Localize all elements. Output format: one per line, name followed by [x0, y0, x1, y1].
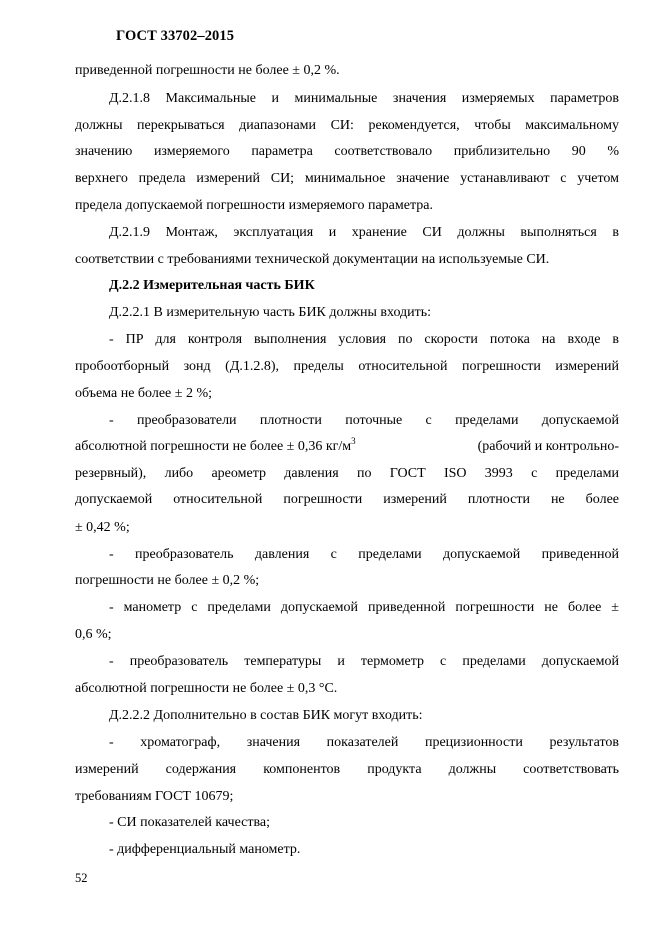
text-line [75, 466, 619, 482]
text-line [109, 332, 619, 348]
text-line-content: измерений содержания компонентов продукта должны соответствовать [75, 762, 619, 777]
text-line [75, 436, 619, 455]
text-line: предела допускаемой погрешности измеряемого параметра. [75, 198, 433, 213]
text-line [109, 600, 619, 616]
text-line-content: Д.2.1.9 Монтаж, эксплуатация и хранение СИ должны выполняться в [109, 225, 619, 240]
text-line-content: - хроматограф, значения показателей прецизионности результатов [109, 735, 619, 750]
text-line: соответствии с требованиями технической документации на используемые СИ. [75, 252, 550, 267]
text-line [75, 171, 619, 187]
text-line [75, 492, 619, 508]
text-line [109, 225, 619, 241]
text-line: 0,6 %; [75, 627, 112, 642]
text-line [109, 735, 619, 751]
text-line: погрешности не более ± 0,2 %; [75, 573, 260, 588]
text-line: абсолютной погрешности не более ± 0,3 °С. [75, 681, 338, 696]
text-line: Д.2.2.2 Дополнительно в состав БИК могут входить: [109, 708, 423, 723]
text-line-content: - преобразователи плотности поточные с пределами допускаемой [109, 413, 619, 428]
text-line [75, 359, 619, 375]
document-header-title: ГОСТ 33702–2015 [116, 28, 235, 44]
text-line [109, 654, 619, 670]
text-line-content: - манометр с пределами допускаемой приведенной погрешности не более ± [109, 600, 619, 615]
text-line-content: Д.2.1.8 Максимальные и минимальные значения измеряемых параметров [109, 91, 619, 106]
text-line-content: допускаемой относительной погрешности измерений плотности не более [75, 492, 619, 507]
text-line [75, 118, 619, 134]
text-line-content: верхнего предела измерений СИ; минимальное значение устанавливают с учетом [75, 171, 619, 186]
text-line [75, 762, 619, 778]
text-line-content: пробоотборный зонд (Д.1.2.8), пределы относительной погрешности измерений [75, 359, 619, 374]
text-line-content: резервный), либо ареометр давления по ГОСТ ISO 3993 с пределами [75, 466, 619, 481]
text-line [109, 547, 619, 563]
text-line: - дифференциальный манометр. [109, 842, 301, 857]
page-number: 52 [75, 871, 88, 885]
text-line-content: - преобразователь давления с пределами допускаемой приведенной [109, 547, 619, 562]
text-line: Д.2.2.1 В измерительную часть БИК должны входить: [109, 305, 432, 320]
text-line: объема не более ± 2 %; [75, 386, 212, 401]
text-line: ± 0,42 %; [75, 520, 130, 535]
text-line-content: значению измеряемого параметра соответствовало приблизительно 90 % [75, 144, 619, 159]
text-line: - СИ показателей качества; [109, 815, 271, 830]
section-heading: Д.2.2 Измерительная часть БИК [109, 278, 315, 293]
text-segment: абсолютной погрешности не более ± 0,36 кг/м [75, 439, 352, 454]
text-line [75, 144, 619, 160]
text-line [109, 413, 619, 429]
text-line: приведенной погрешности не более ± 0,2 %. [75, 63, 340, 78]
text-line-content: должны перекрываться диапазонами СИ: рекомендуется, чтобы максимальному [75, 118, 619, 133]
text-line-part [75, 436, 356, 455]
text-line-content: - преобразователь температуры и термометр с пределами допускаемой [109, 654, 619, 669]
text-line-part: (рабочий и контрольно- [477, 439, 619, 454]
text-line [109, 91, 619, 107]
text-line: требованиям ГОСТ 10679; [75, 789, 234, 804]
superscript: 3 [351, 436, 356, 446]
text-line-content: - ПР для контроля выполнения условия по скорости потока на входе в [109, 332, 619, 347]
